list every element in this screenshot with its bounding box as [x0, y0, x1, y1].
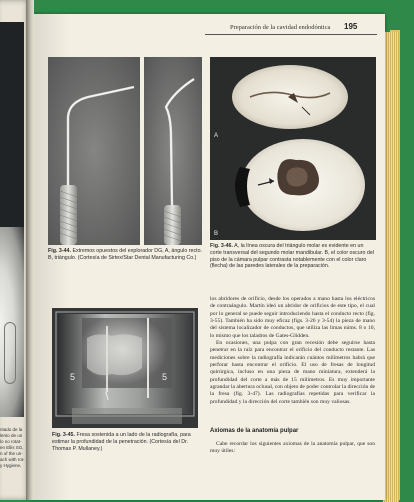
- left-caption-line: lento de un: [0, 433, 23, 438]
- left-caption-line: ach with rot-: [0, 457, 25, 462]
- page-number: 195: [344, 22, 358, 31]
- left-page-photo: [0, 22, 24, 417]
- left-caption-line: y Hygiene,: [0, 463, 22, 468]
- body-paragraph-3: Cabe recordar los siguientes axiomas de la anatomía pulpar, que son muy útiles:: [210, 441, 375, 455]
- figure-3-45-marker-left: 5: [70, 372, 76, 382]
- figure-3-45-label: Fig. 3-45.: [52, 432, 75, 438]
- body-paragraph-1: los abridores de orificio, desde los operados a mano hasta los eléctricos de contraángulo. Martín ideó un abridor de orificios de este tipo, el cual por lo general se puede seguir introduciendo hasta el conducto recto (fig. 3-55). También ha sido muy eficaz (figs. 3-26 y 3-54) la pieza de mano del sistema localizador de conductos, que utiliza las limas núms. 8 o 10, lo mismo que los taladros de Gates-Glidden.: [210, 296, 375, 339]
- figure-3-45-marker-right: 5: [162, 372, 168, 382]
- figure-3-45-text: Fresa sostenida a un lado de la radiografía, para estimar la profundidad de la penetración. (Cortesía del Dr. Thomas P. Mullaney.): [52, 432, 191, 452]
- figure-3-46-caption: [210, 243, 376, 270]
- figure-3-44-caption: [48, 248, 208, 262]
- body-text: [210, 296, 375, 406]
- figure-3-44-label: Fig. 3-44.: [48, 248, 71, 254]
- body-paragraph-2: En ocasiones, una pulpa con gran recesión debe seguirse hasta penetrar en la raíz para encontrar el orificio del conducto restante. Las mediciones sobre la radiografía indicarán cuántos milímetros habrá que perforar hasta encontrar el orificio. El uso de fresas de longitud quirúrgica, incluso en una pieza de mano miniatura, extenderá la profundidad del corte a más de 15 milímetros. Es muy importante agrandar la abertura oclusal, con objeto de poder controlar la dirección de la fresa (fig. 3-47). Las radiografías repetidas para verificar la profundidad y la dirección del corte también son muy valiosas.: [210, 340, 375, 405]
- figure-3-45-caption: [52, 432, 200, 452]
- figure-3-46-photo: [210, 57, 376, 240]
- figure-3-46-text: A, la línea oscura del triángulo molar es evidente en un corte transversal del segundo molar mandibular. B, el color oscuro del piso de la cámara pulpar contrasta notablemente con el color claro (flecha) de las paredes laterales de la preparación.: [210, 243, 374, 270]
- figure-3-45-photo: [52, 308, 198, 428]
- figure-3-46-panel-a: A: [214, 133, 219, 139]
- book-gutter: [26, 0, 34, 500]
- figure-3-46-label: Fig. 3-46.: [210, 243, 233, 249]
- left-caption-line: lo no rotat-: [0, 439, 22, 444]
- page-stack-edge: [383, 32, 399, 502]
- header-rule: [205, 34, 377, 35]
- left-caption-line: n of the un-: [0, 451, 23, 456]
- figure-3-44-text: Extremos opuestos del explorador DG, A, ángulo recto. B, triángulo. (Cortesía de Sirtex/Star Dental Manufacturing Co.): [48, 248, 203, 261]
- left-page-caption: [0, 427, 28, 487]
- figure-3-44-photo-b: [144, 57, 202, 245]
- running-head: Preparación de la cavidad endodóntica: [230, 24, 331, 31]
- left-caption-line: en Ellis SG,: [0, 445, 24, 450]
- body-text-continued: [210, 441, 375, 456]
- figure-3-46-panel-b: B: [214, 231, 219, 237]
- figure-3-44-photo-a: [48, 57, 140, 245]
- left-caption-line: ntado de la: [0, 427, 23, 432]
- section-heading: Axiomas de la anatomía pulpar: [210, 428, 299, 434]
